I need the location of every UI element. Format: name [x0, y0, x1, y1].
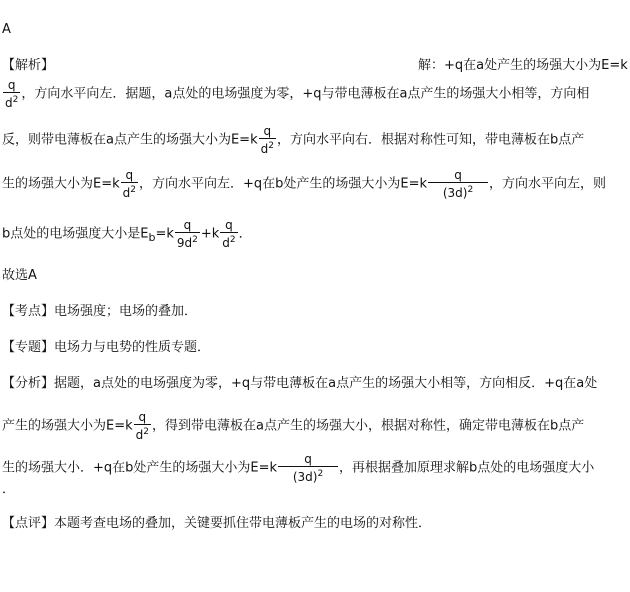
jiexi-line-1: $\frac{q}{d^2}$ ，方向水平向左．据题，a点处的电场强度为零，+q与带电薄板在a点产生的场强大小相等，方向相	[5, 78, 590, 110]
fenxi-line-4: ．	[2, 482, 16, 497]
fenxi-line-2: 产生的场强大小为E=k $\frac{q}{d^2}$ ，得到带电薄板在a点产生的场强大小，根据对称性，确定带电薄板在b点产	[2, 410, 585, 442]
kaodian-line	[2, 304, 197, 320]
kaodian-text: 电场强度；电场的叠加．	[54, 304, 198, 319]
jiexi-line-2: 反，则带电薄板在a点产生的场强大小为E=k $\frac{q}{d^2}$ ，方向水平向右．根据对称性可知，带电薄板在b点产	[2, 124, 585, 156]
jiexi-intro: 解：+q在a处产生的场强大小为E=k	[418, 58, 628, 73]
dianping-line	[2, 516, 431, 532]
zhuanti-line	[2, 340, 210, 356]
answer-letter: A	[2, 22, 11, 37]
fraction: $\frac{q}{d^2}$	[135, 410, 149, 442]
fenxi-label: 【分析】	[2, 376, 55, 391]
conclusion: 故选A	[2, 268, 37, 283]
fraction: $\frac{q}{d^2}$	[5, 78, 19, 110]
dianping-text: 本题考查电场的叠加，关键要抓住带电薄板产生的电场的对称性．	[54, 516, 432, 531]
fenxi-line-1: 【分析】据题，a点处的电场强度为零，+q与带电薄板在a点产生的场强大小相等，方向相反．+q在a处	[2, 376, 598, 391]
zhuanti-label: 【专题】	[2, 340, 55, 355]
jiexi-line-4: b点处的电场强度大小是$E_b=k$ $\frac{q}{9d^2}$ +k $\frac{q}{d^2}$ ．	[2, 218, 252, 250]
fraction: $\frac{q}{d^2}$	[122, 168, 136, 200]
jiexi-line-3: 生的场强大小为E=k $\frac{q}{d^2}$ ，方向水平向左．+q在b处产生的场强大小为E=k $\frac{q}{(3d)^2}$ ，方向水平向左，则	[2, 168, 607, 200]
fraction: $\frac{q}{(3d)^2}$	[278, 452, 338, 484]
zhuanti-text: 电场力与电势的性质专题．	[54, 340, 211, 355]
jiexi-label: 【解析】	[2, 58, 55, 73]
fraction: $\frac{q}{9d^2}$	[176, 218, 198, 250]
kaodian-label: 【考点】	[2, 304, 55, 319]
dianping-label: 【点评】	[2, 516, 55, 531]
fraction: $\frac{q}{d^2}$	[222, 218, 236, 250]
fenxi-line-3: 生的场强大小．+q在b处产生的场强大小为E=k $\frac{q}{(3d)^2}$ ，再根据叠加原理求解b点处的电场强度大小	[2, 452, 595, 484]
fraction: $\frac{q}{d^2}$	[260, 124, 274, 156]
fraction: $\frac{q}{(3d)^2}$	[428, 168, 488, 200]
